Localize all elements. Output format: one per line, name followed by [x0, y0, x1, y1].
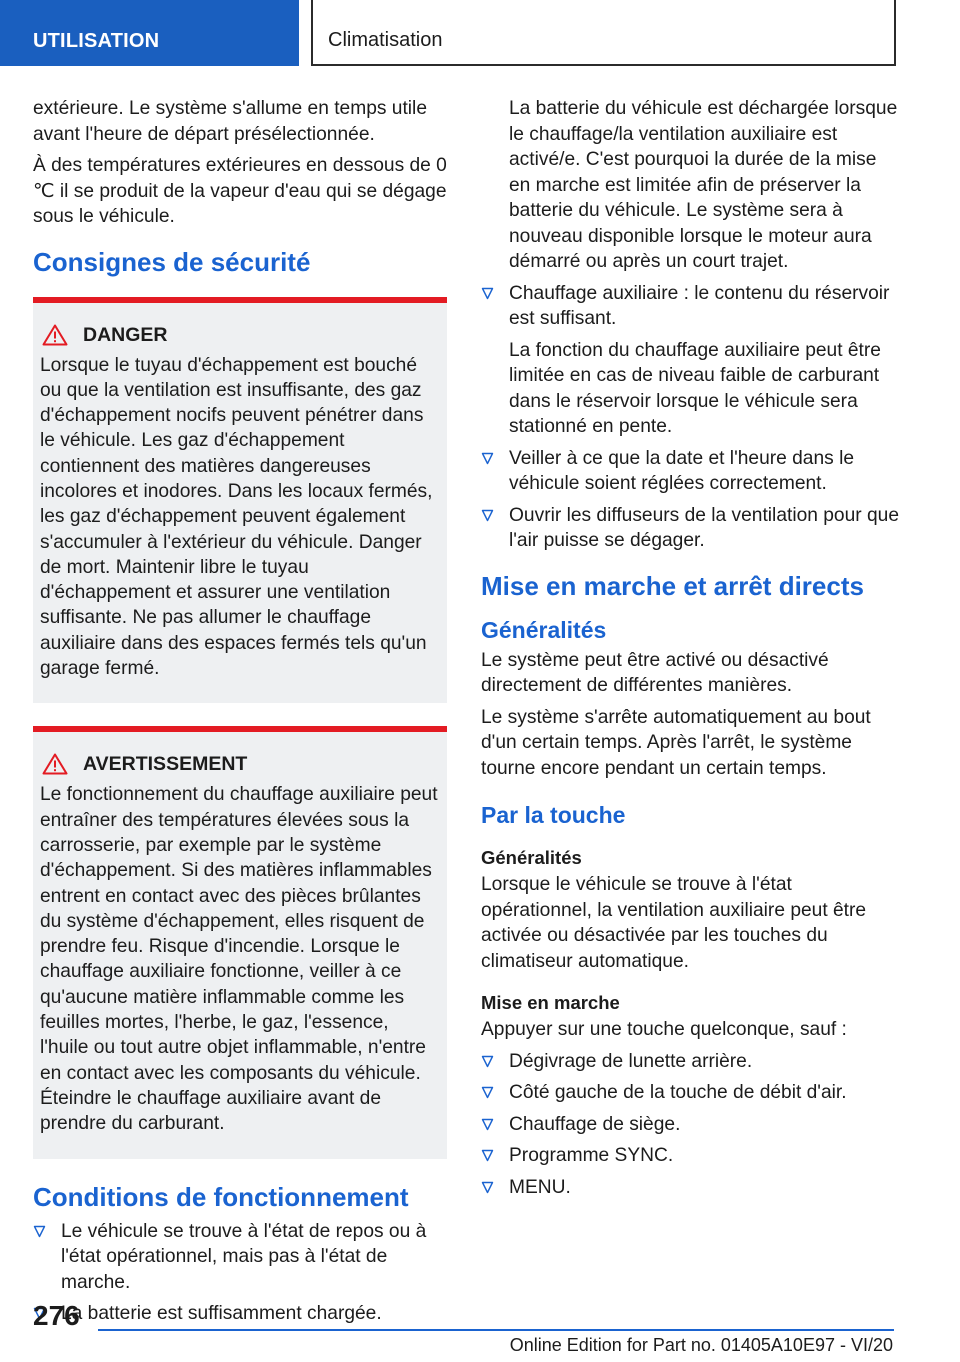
footer-divider [98, 1329, 894, 1331]
warning-triangle-icon [42, 753, 68, 775]
sub-on-text: Appuyer sur une touche quelconque, sauf : [481, 1019, 847, 1040]
bullet-triangle-icon [481, 509, 494, 522]
list-item [481, 1112, 901, 1138]
danger-box [33, 297, 447, 704]
sub-general-heading: Généralités [481, 847, 582, 868]
section-tab [0, 0, 299, 66]
list-item [481, 446, 901, 497]
bullet-triangle-icon [481, 287, 494, 300]
direct-heading: Mise en marche et arrêt directs [481, 570, 864, 601]
exceptions-list [481, 1049, 901, 1201]
exception-text: Côté gauche de la touche de débit d'air. [509, 1082, 847, 1103]
condition-text: Le véhicule se trouve à l'état de repos ou à l'état opérationnel, mais pas à l'état de marche. [61, 1220, 427, 1293]
warning-title [40, 752, 439, 776]
conditions-list-continued [481, 281, 901, 554]
bullet-triangle-icon [481, 452, 494, 465]
topic-header [311, 0, 896, 66]
exception-text: MENU. [509, 1176, 571, 1198]
list-item [481, 1049, 901, 1075]
condition-text: Ouvrir les diffuseurs de la ventilation pour que l'air puisse se dégager. [509, 504, 900, 551]
bullet-triangle-icon [481, 1149, 494, 1162]
danger-label: DANGER [83, 323, 168, 346]
bullet-triangle-icon [481, 1086, 494, 1099]
footer-edition: Online Edition for Part no. 01405A10E97 - VI/20 [509, 1335, 893, 1355]
condition-text: Chauffage auxiliaire : le contenu du réservoir est suffisant. [509, 282, 890, 329]
sub-general-text: Lorsque le véhicule se trouve à l'état opérationnel, la ventilation auxiliaire peut être activée ou désactivée par les touches du climatiseur automatique. [481, 874, 867, 972]
warning-triangle-icon [42, 324, 68, 346]
list-item [481, 503, 901, 554]
warning-text: Le fonctionnement du chauffage auxiliaire peut entraîner des températures élevées sous la carrosserie, par exemple par le système d'échappement. Si des matières inflammables entrent en contact avec des pièces brûlantes du système d'échappement, elles risquent de prendre feu. Risque d'incendie. Lorsque le chauffage auxiliaire fonctionne, veiller à ce qu'aucune matière inflammable comme les feuilles mortes, l'herbe, le gaz, l'essence, l'huile ou tout autre objet inflammable, n'entre en contact avec les composants du véhicule. Éteindre le chauffage auxiliaire avant de prendre du carburant. [40, 784, 438, 1135]
general-paragraph-2: Le système s'arrête automatiquement au bout d'un certain temps. Après l'arrêt, le système tourne encore pendant un certain temps. [481, 706, 871, 779]
right-column [481, 96, 901, 1206]
left-column [33, 96, 447, 1333]
list-item [481, 1175, 901, 1201]
condition-text: Veiller à ce que la date et l'heure dans le véhicule soient réglées correctement. [509, 447, 855, 494]
exception-text: Chauffage de siège. [509, 1113, 681, 1135]
warning-box [33, 726, 447, 1158]
battery-note: La batterie du véhicule est déchargée lorsque le chauffage/la ventilation auxiliaire est activé/e. C'est pourquoi la durée de la mise en marche est limitée afin de préserver la batterie du véhicule. Le système sera à nouveau disponible lorsque le moteur aura démarré ou après un court trajet. [509, 98, 898, 272]
list-item [33, 1301, 447, 1327]
conditions-list [33, 1219, 447, 1327]
list-item [481, 1080, 901, 1106]
condition-text: La batterie est suffisamment chargée. [61, 1303, 382, 1325]
exception-text: Dégivrage de lunette arrière. [509, 1050, 753, 1072]
list-item [481, 1143, 901, 1169]
page-number: 276 [33, 1300, 80, 1331]
fuel-note: La fonction du chauffage auxiliaire peut être limitée en cas de niveau faible de carburant dans le réservoir lorsque le véhicule sera stationné en pente. [509, 339, 881, 437]
bullet-triangle-icon [481, 1055, 494, 1068]
general-heading: Généralités [481, 616, 607, 643]
bullet-triangle-icon [481, 1181, 494, 1194]
section-label: UTILISATION [33, 30, 160, 52]
exception-text: Programme SYNC. [509, 1145, 674, 1166]
general-paragraph-1: Le système peut être activé ou désactivé directement de différentes manières. [481, 649, 829, 696]
list-item [33, 1219, 447, 1296]
warning-label: AVERTISSEMENT [83, 753, 248, 776]
intro-paragraph-1: extérieure. Le système s'allume en temps utile avant l'heure de départ présélectionnée. [33, 98, 427, 145]
list-item [481, 281, 901, 440]
bullet-triangle-icon [33, 1225, 46, 1238]
conditions-heading: Conditions de fonctionnement [33, 1181, 409, 1212]
intro-paragraph-2: À des températures extérieures en dessous de 0 ℃ il se produit de la vapeur d'eau qui se dégage sous le véhicule. [33, 155, 447, 227]
topic-label: Climatisation [328, 29, 443, 51]
danger-title [40, 323, 439, 347]
sub-on-heading: Mise en marche [481, 992, 620, 1013]
safety-heading: Consignes de sécurité [33, 246, 311, 277]
bullet-triangle-icon [481, 1118, 494, 1131]
danger-text: Lorsque le tuyau d'échappement est bouché ou que la ventilation est insuffisante, des gaz d'échappement nocifs peuvent pénétrer dans le véhicule. Les gaz d'échappement contiennent des matières dangereuses incolores et inodores. Dans les locaux fermés, les gaz d'échappement peuvent également s'accumuler à l'extérieur du véhicule. Danger de mort. Maintenir libre le tuyau d'échappement et assurer une ventilation suffisante. Ne pas allumer le chauffage auxiliaire dans des espaces fermés tels qu'un garage fermé. [40, 354, 433, 680]
button-heading: Par la touche [481, 802, 626, 828]
